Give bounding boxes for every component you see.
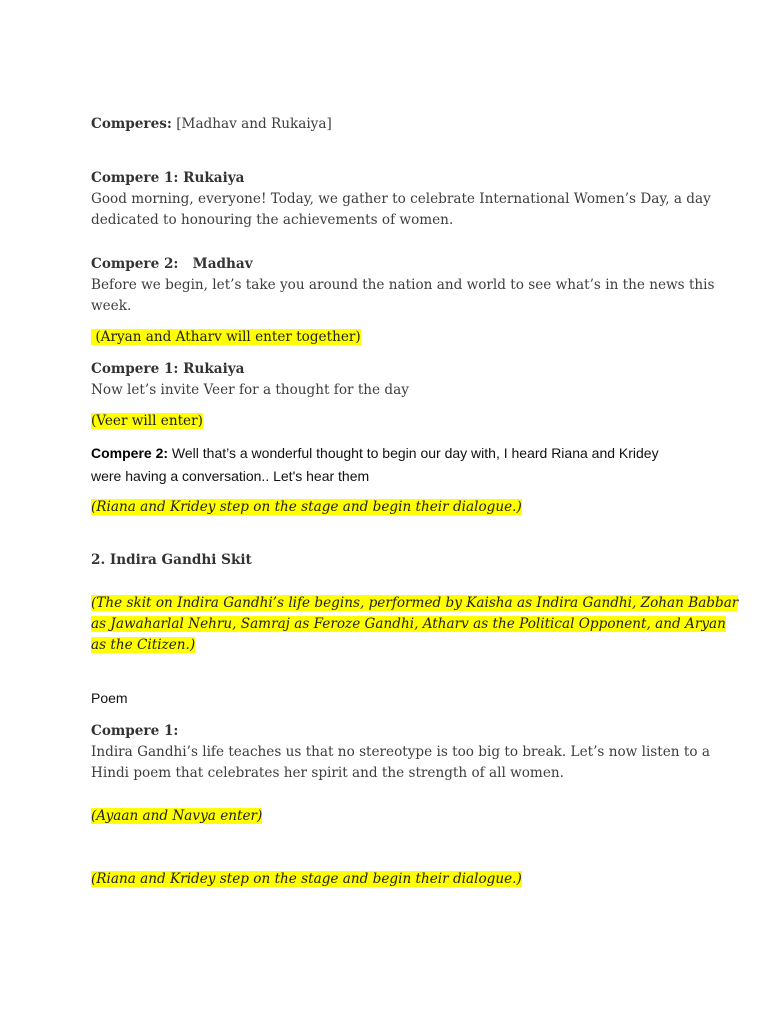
skit-cue-line-1 (91, 593, 739, 615)
skit-cue-highlight-1: (The skit on Indira Gandhi’s life begins, performed by Kaisha as Indira Gandhi, Zohan Babbar (91, 595, 739, 611)
skit-cue-highlight-3: as the Citizen.) (91, 637, 196, 653)
poem-heading: Poem (91, 690, 128, 706)
segment1-line-1: Good morning, everyone! Today, we gather to celebrate International Women’s Day, a day (91, 191, 711, 207)
segment2-line-2: week. (91, 298, 132, 314)
poem-cue1-highlight: (Ayaan and Navya enter) (91, 808, 263, 824)
segment3-stage-cue (91, 411, 691, 433)
segment2-line-1: Before we begin, let’s take you around the nation and world to see what’s in the news this (91, 277, 715, 293)
comperes-line (91, 114, 691, 136)
skit-heading: 2. Indira Gandhi Skit (91, 552, 252, 568)
segment4-line-1 (91, 442, 691, 465)
skit-cue-line-2 (91, 614, 726, 636)
segment1-line-2: dedicated to honouring the achievements of women. (91, 212, 454, 228)
segment4-speaker: Compere 2: (91, 445, 169, 461)
comperes-label: Comperes: (91, 116, 172, 132)
segment1-speaker: Compere 1: Rukaiya (91, 170, 245, 186)
segment4-line-2: were having a conversation.. Let's hear them (91, 468, 370, 484)
segment3-cue-highlight: (Veer will enter) (91, 413, 203, 429)
poem-speaker: Compere 1: (91, 723, 179, 739)
skit-cue-highlight-2: as Jawaharlal Nehru, Samraj as Feroze Gandhi, Atharv as the Political Opponent, and Aryan (91, 616, 726, 632)
segment2-speaker: Compere 2: Madhav (91, 256, 253, 272)
segment3-speaker: Compere 1: Rukaiya (91, 361, 245, 377)
poem-stage-cue-1 (91, 806, 691, 828)
segment2-cue-highlight: (Aryan and Atharv will enter together) (91, 329, 361, 345)
poem-line-2: Hindi poem that celebrates her spirit and the strength of all women. (91, 765, 564, 781)
poem-stage-cue-2 (91, 869, 691, 891)
comperes-names: [Madhav and Rukaiya] (176, 116, 332, 132)
skit-cue-line-3 (91, 635, 691, 657)
segment3-line: Now let’s invite Veer for a thought for the day (91, 382, 409, 398)
segment4-stage-cue (91, 497, 691, 519)
segment4-cue-highlight: (Riana and Kridey step on the stage and begin their dialogue.) (91, 499, 522, 515)
segment2-stage-cue (91, 327, 691, 349)
segment4-text-1: Well that’s a wonderful thought to begin our day with, I heard Riana and Kridey (168, 445, 659, 461)
poem-line-1: Indira Gandhi’s life teaches us that no stereotype is too big to break. Let’s now listen to a (91, 744, 710, 760)
poem-cue2-highlight: (Riana and Kridey step on the stage and begin their dialogue.) (91, 871, 522, 887)
